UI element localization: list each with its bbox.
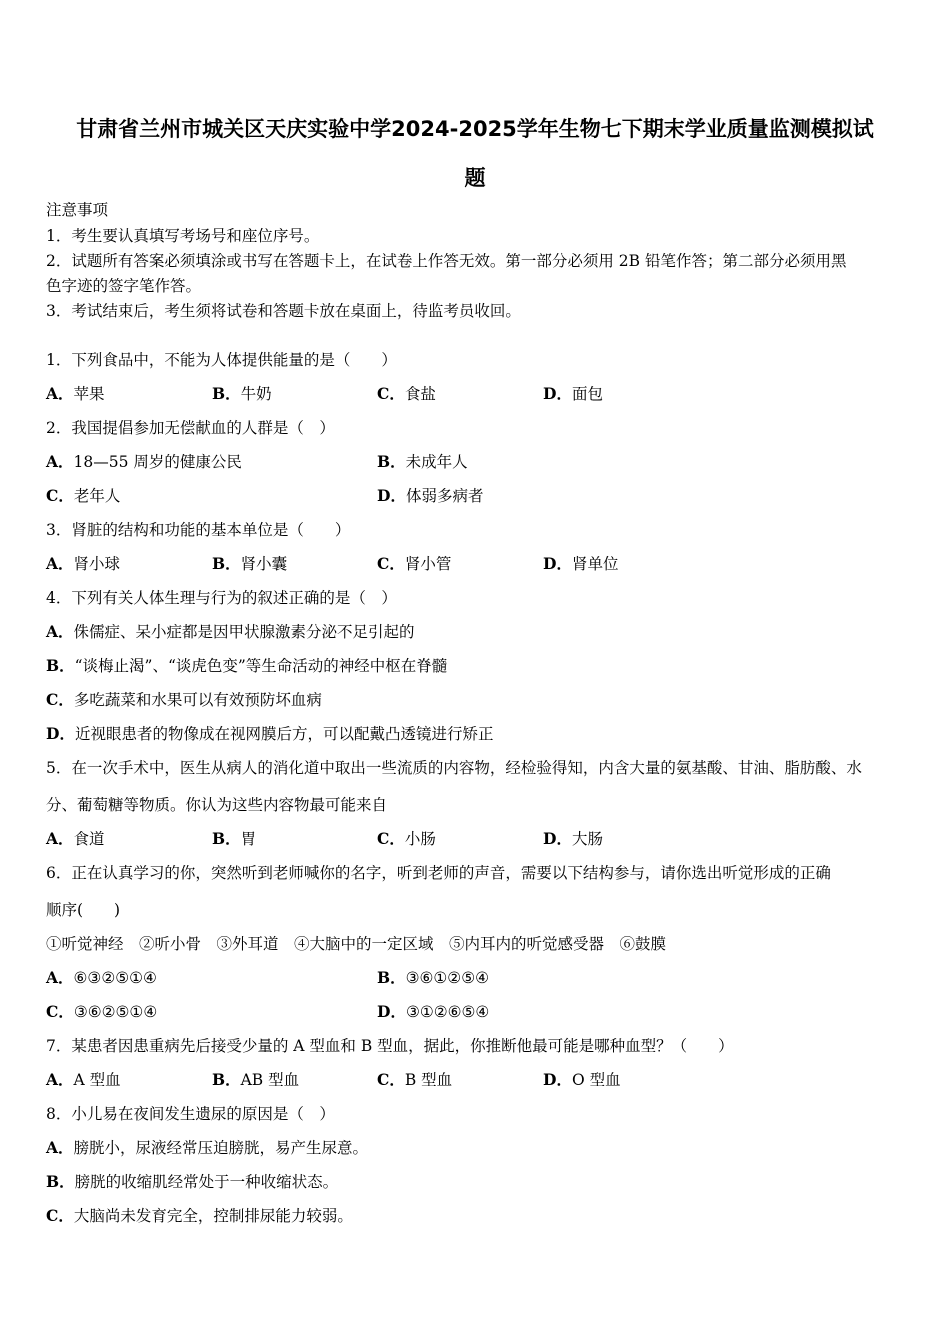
question-stem: 1．下列食品中，不能为人体提供能量的是（ ） xyxy=(46,351,397,369)
notice-heading: 注意事项 xyxy=(46,201,109,219)
option-b: B．膀胱的收缩肌经常处于一种收缩状态。 xyxy=(46,1172,339,1191)
option-b: B．③⑥①②⑤④ xyxy=(377,968,489,987)
option-c: C．大脑尚未发育完全，控制排尿能力较弱。 xyxy=(46,1206,353,1225)
option-b: B．“谈梅止渴”、“谈虎色变”等生命活动的神经中枢在脊髓 xyxy=(46,656,448,675)
option-d: D．体弱多病者 xyxy=(377,486,484,505)
question-stem: 7．某患者因患重病先后接受少量的 A 型血和 B 型血，据此，你推断他最可能是哪种血型？（ ） xyxy=(46,1037,734,1055)
option-d: D．O 型血 xyxy=(543,1070,621,1089)
option-a: A．苹果 xyxy=(46,384,105,403)
notice-item: 2．试题所有答案必须填涂或书写在答题卡上，在试卷上作答无效。第一部分必须用 2B 铅笔作答；第二部分必须用黑 xyxy=(46,252,847,270)
option-d: D．近视眼患者的物像成在视网膜后方，可以配戴凸透镜进行矫正 xyxy=(46,724,494,743)
option-a: A．A 型血 xyxy=(46,1070,121,1089)
question-stem: 6．正在认真学习的你，突然听到老师喊你的名字，听到老师的声音，需要以下结构参与，请你选出听觉形成的正确 xyxy=(46,864,831,882)
question-stem-cont: 顺序( ) xyxy=(46,901,121,919)
option-a: A．膀胱小，尿液经常压迫膀胱，易产生尿意。 xyxy=(46,1138,369,1157)
option-d: D．面包 xyxy=(543,384,603,403)
option-a: A．⑥③②⑤①④ xyxy=(46,968,157,987)
exam-title: 甘肃省兰州市城关区天庆实验中学2024-2025学年生物七下期末学业质量监测模拟试 xyxy=(76,117,874,141)
option-d: D．大肠 xyxy=(543,829,603,848)
option-d: D．③①②⑥⑤④ xyxy=(377,1002,490,1021)
question-items: ①听觉神经 ②听小骨 ③外耳道 ④大脑中的一定区域 ⑤内耳内的听觉感受器 ⑥鼓膜 xyxy=(46,935,667,953)
option-a: A．肾小球 xyxy=(46,554,121,573)
option-b: B．未成年人 xyxy=(377,452,468,471)
option-c: C．食盐 xyxy=(377,384,436,403)
question-stem: 4．下列有关人体生理与行为的叙述正确的是（ ） xyxy=(46,589,397,607)
question-stem: 2．我国提倡参加无偿献血的人群是（ ） xyxy=(46,419,335,437)
option-c: C．多吃蔬菜和水果可以有效预防坏血病 xyxy=(46,690,322,709)
question-stem-cont: 分、葡萄糖等物质。你认为这些内容物最可能来自 xyxy=(46,796,388,814)
notice-item: 3．考试结束后，考生须将试卷和答题卡放在桌面上，待监考员收回。 xyxy=(46,302,521,320)
question-stem: 5．在一次手术中，医生从病人的消化道中取出一些流质的内容物，经检验得知，内含大量的氨基酸、甘油、脂肪酸、水 xyxy=(46,759,862,777)
option-b: B．AB 型血 xyxy=(212,1070,300,1089)
option-d: D．肾单位 xyxy=(543,554,619,573)
option-c: C．老年人 xyxy=(46,486,121,505)
notice-item: 1．考生要认真填写考场号和座位序号。 xyxy=(46,227,320,245)
option-a: A．18—55 周岁的健康公民 xyxy=(46,452,242,471)
option-b: B．牛奶 xyxy=(212,384,272,403)
option-c: C．③⑥②⑤①④ xyxy=(46,1002,158,1021)
option-a: A．食道 xyxy=(46,829,105,848)
notice-item: 色字迹的签字笔作答。 xyxy=(46,277,202,295)
option-c: C．小肠 xyxy=(377,829,436,848)
option-b: B．肾小囊 xyxy=(212,554,288,573)
exam-title-cont: 题 xyxy=(464,166,486,190)
question-stem: 8．小儿易在夜间发生遗尿的原因是（ ） xyxy=(46,1105,335,1123)
option-a: A．侏儒症、呆小症都是因甲状腺激素分泌不足引起的 xyxy=(46,622,415,641)
question-stem: 3．肾脏的结构和功能的基本单位是（ ） xyxy=(46,521,351,539)
option-b: B．胃 xyxy=(212,829,257,848)
option-c: C．B 型血 xyxy=(377,1070,453,1089)
option-c: C．肾小管 xyxy=(377,554,452,573)
